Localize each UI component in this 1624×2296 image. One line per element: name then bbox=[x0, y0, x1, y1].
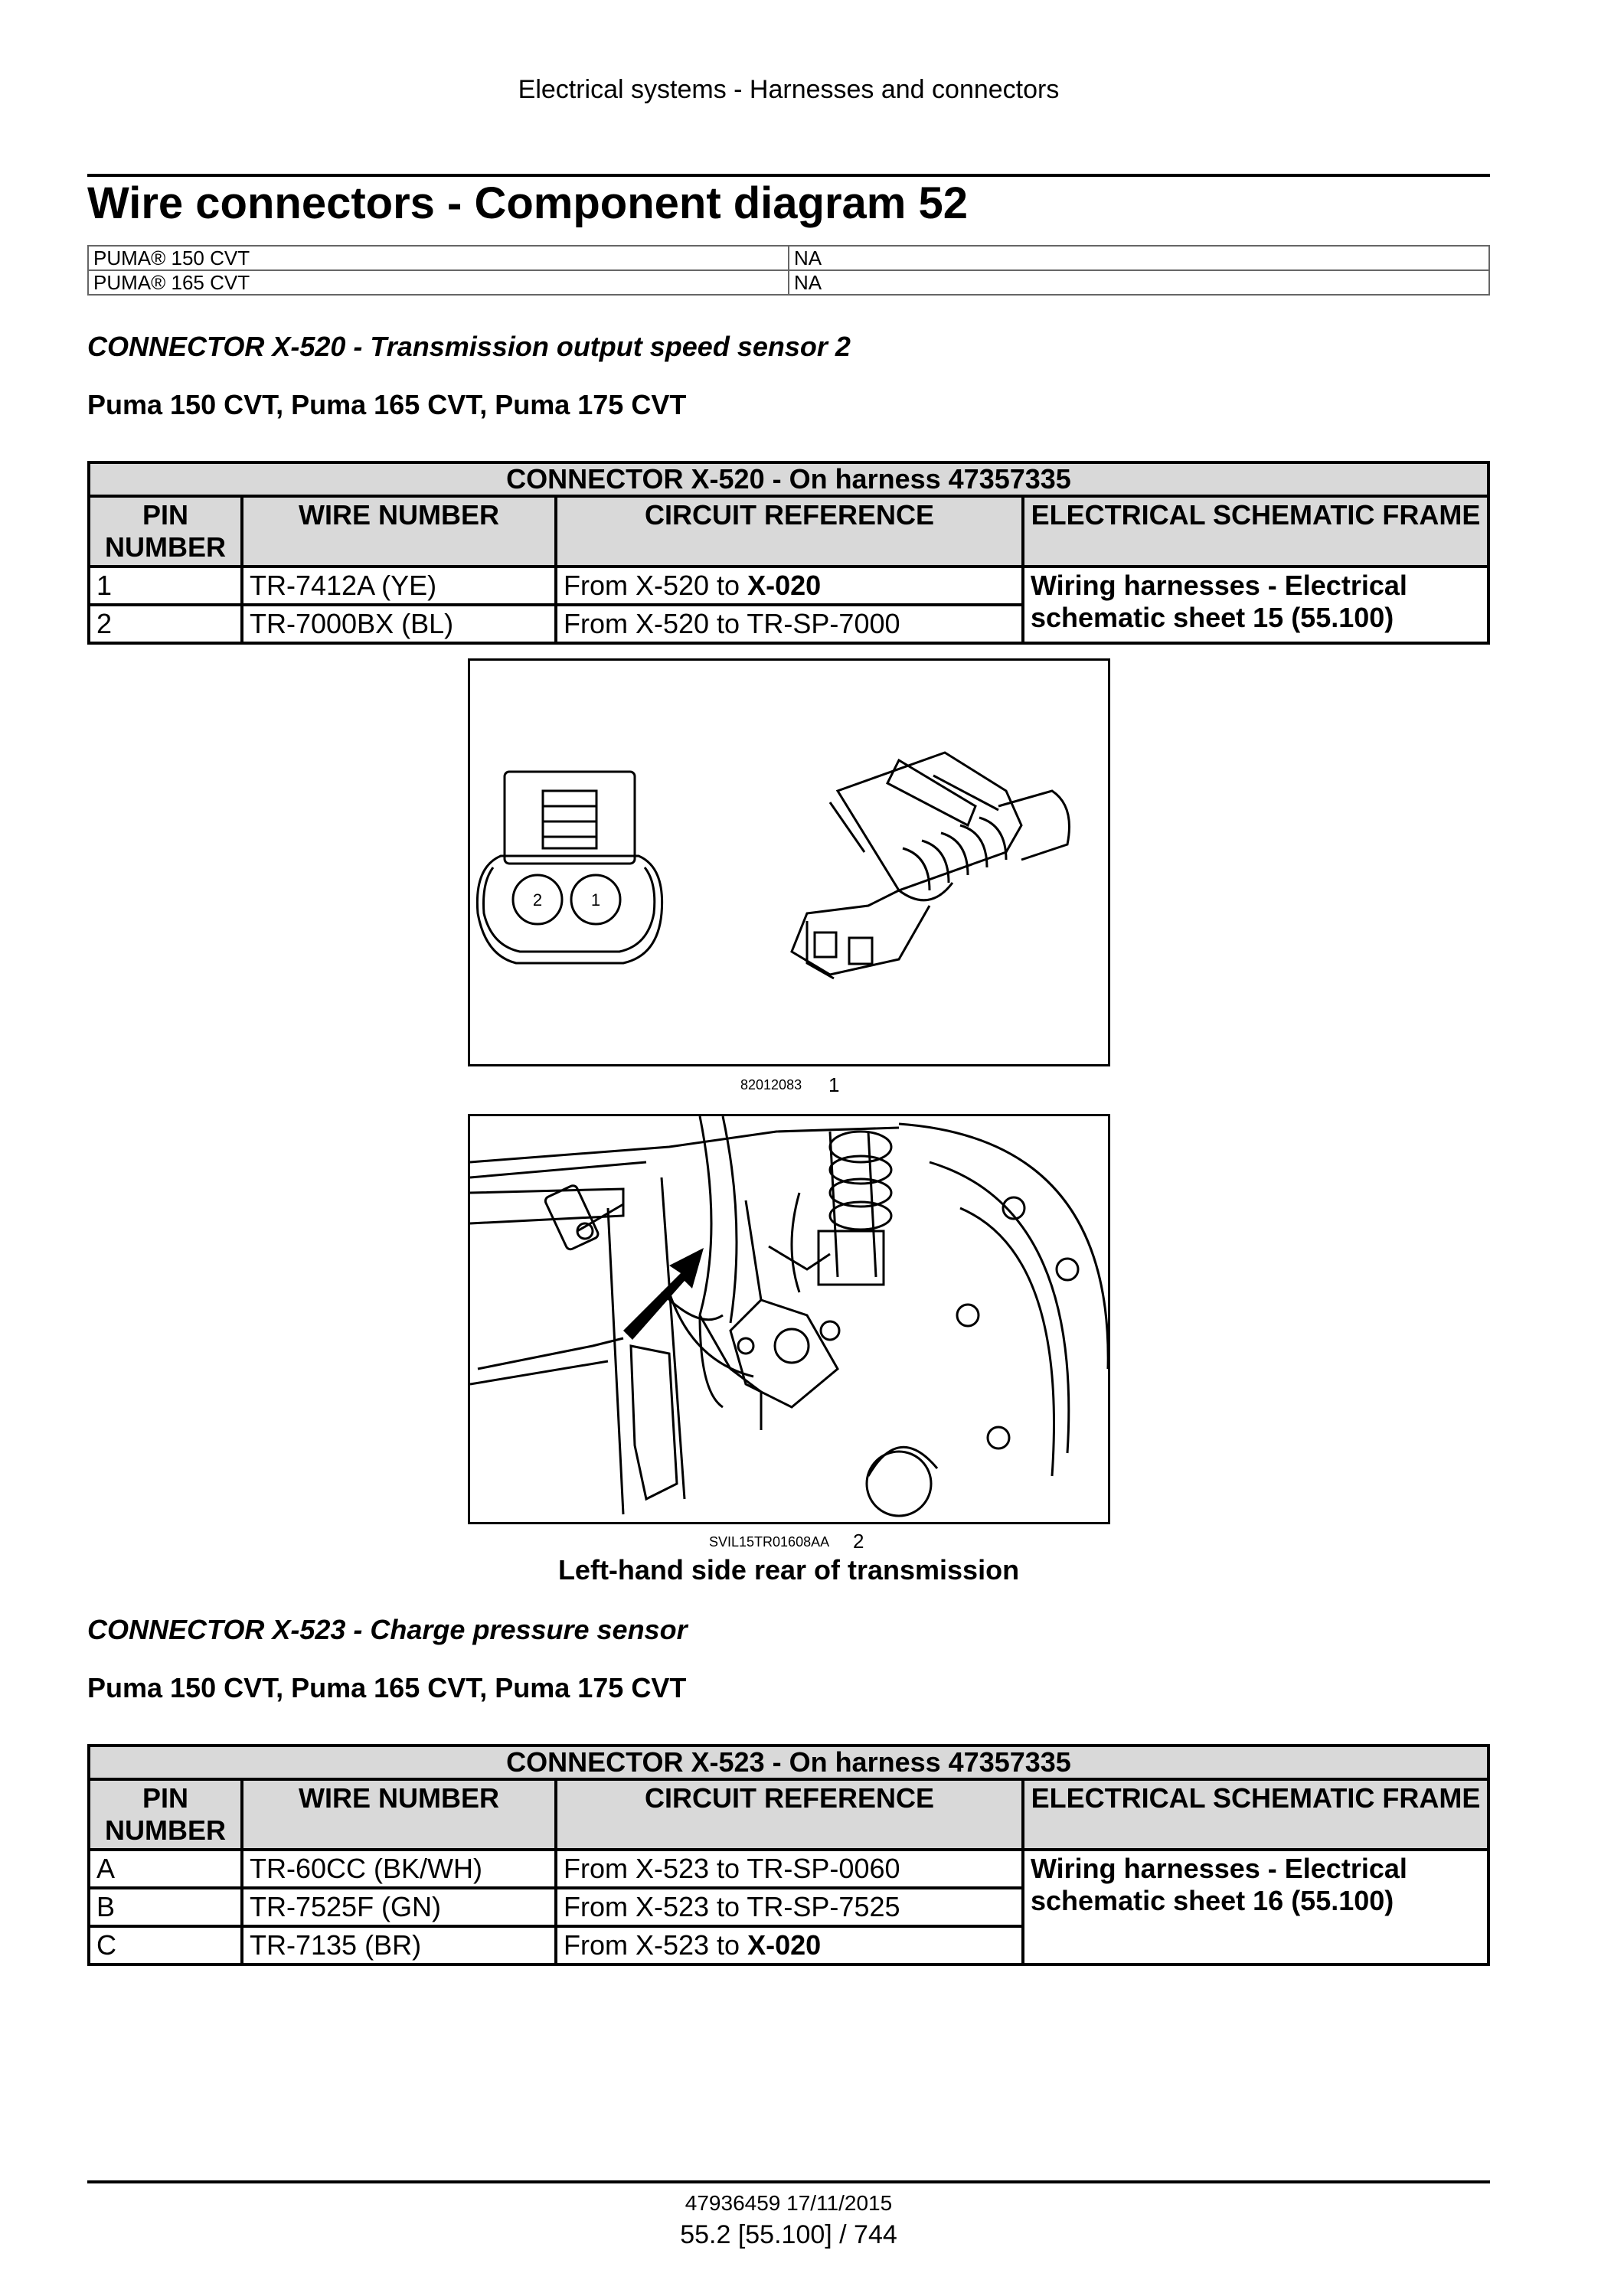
model-name: PUMA® 165 CVT bbox=[88, 270, 789, 295]
model-name: PUMA® 150 CVT bbox=[88, 246, 789, 270]
section-heading-x523: CONNECTOR X-523 - Charge pressure sensor bbox=[87, 1614, 688, 1645]
transmission-photo bbox=[468, 1114, 1110, 1524]
col-circuit: CIRCUIT REFERENCE bbox=[556, 1779, 1023, 1850]
wire-cell: TR-60CC (BK/WH) bbox=[242, 1850, 556, 1888]
circuit-cell: From X-523 to X-020 bbox=[556, 1926, 1023, 1965]
footer-page: 55.2 [55.100] / 744 bbox=[680, 2220, 897, 2249]
col-pin: PIN NUMBER bbox=[89, 1779, 242, 1850]
connector-table-x523 bbox=[87, 1744, 1490, 1966]
wire-cell: TR-7000BX (BL) bbox=[242, 605, 556, 643]
figure-number: 1 bbox=[828, 1073, 840, 1096]
col-circuit: CIRCUIT REFERENCE bbox=[556, 496, 1023, 567]
wire-cell: TR-7525F (GN) bbox=[242, 1888, 556, 1926]
section-heading-x520: CONNECTOR X-520 - Transmission output speed sensor 2 bbox=[87, 331, 851, 362]
connector-figure bbox=[468, 658, 1110, 1066]
col-pin: PIN NUMBER bbox=[89, 496, 242, 567]
figure-code: SVIL15TR01608AA bbox=[709, 1534, 830, 1550]
model-value: NA bbox=[789, 270, 1489, 295]
col-wire: WIRE NUMBER bbox=[242, 496, 556, 567]
frame-cell: Wiring harnesses - Electrical schematic sheet 15 (55.100) bbox=[1023, 567, 1488, 643]
col-wire: WIRE NUMBER bbox=[242, 1779, 556, 1850]
model-row bbox=[88, 270, 1489, 295]
col-frame: ELECTRICAL SCHEMATIC FRAME bbox=[1023, 1779, 1488, 1850]
circuit-cell: From X-523 to TR-SP-0060 bbox=[556, 1850, 1023, 1888]
transmission-drawing bbox=[470, 1116, 1108, 1522]
pin-label: 1 bbox=[590, 890, 601, 910]
circuit-cell: From X-520 to X-020 bbox=[556, 567, 1023, 605]
figure-caption: Left-hand side rear of transmission bbox=[557, 1554, 1020, 1586]
figure-code: 82012083 bbox=[740, 1077, 802, 1092]
connector-table-x520 bbox=[87, 461, 1490, 645]
table-title: CONNECTOR X-523 - On harness 47357335 bbox=[89, 1746, 1488, 1779]
title-rule bbox=[87, 174, 1490, 177]
section-models-x520: Puma 150 CVT, Puma 165 CVT, Puma 175 CVT bbox=[87, 389, 687, 420]
pin-cell: 1 bbox=[89, 567, 242, 605]
pin-cell: C bbox=[89, 1926, 242, 1965]
model-row bbox=[88, 246, 1489, 270]
connector-drawing bbox=[470, 661, 1108, 1064]
col-frame: ELECTRICAL SCHEMATIC FRAME bbox=[1023, 496, 1488, 567]
circuit-cell: From X-520 to TR-SP-7000 bbox=[556, 605, 1023, 643]
pin-cell: A bbox=[89, 1850, 242, 1888]
pin-label: 2 bbox=[532, 890, 543, 910]
model-value: NA bbox=[789, 246, 1489, 270]
table-row bbox=[89, 1850, 1488, 1888]
page-title: Wire connectors - Component diagram 52 bbox=[87, 178, 969, 228]
frame-cell: Wiring harnesses - Electrical schematic sheet 16 (55.100) bbox=[1023, 1850, 1488, 1965]
wire-cell: TR-7412A (YE) bbox=[242, 567, 556, 605]
pin-cell: 2 bbox=[89, 605, 242, 643]
model-table bbox=[87, 245, 1490, 296]
table-row bbox=[89, 567, 1488, 605]
footer-rule bbox=[87, 2180, 1490, 2183]
circuit-cell: From X-523 to TR-SP-7525 bbox=[556, 1888, 1023, 1926]
figure-number: 2 bbox=[853, 1530, 864, 1553]
wire-cell: TR-7135 (BR) bbox=[242, 1926, 556, 1965]
page-header: Electrical systems - Harnesses and connectors bbox=[518, 75, 1060, 104]
footer-doc: 47936459 17/11/2015 bbox=[685, 2191, 893, 2215]
table-title: CONNECTOR X-520 - On harness 47357335 bbox=[89, 462, 1488, 496]
pin-cell: B bbox=[89, 1888, 242, 1926]
section-models-x523: Puma 150 CVT, Puma 165 CVT, Puma 175 CVT bbox=[87, 1672, 687, 1703]
